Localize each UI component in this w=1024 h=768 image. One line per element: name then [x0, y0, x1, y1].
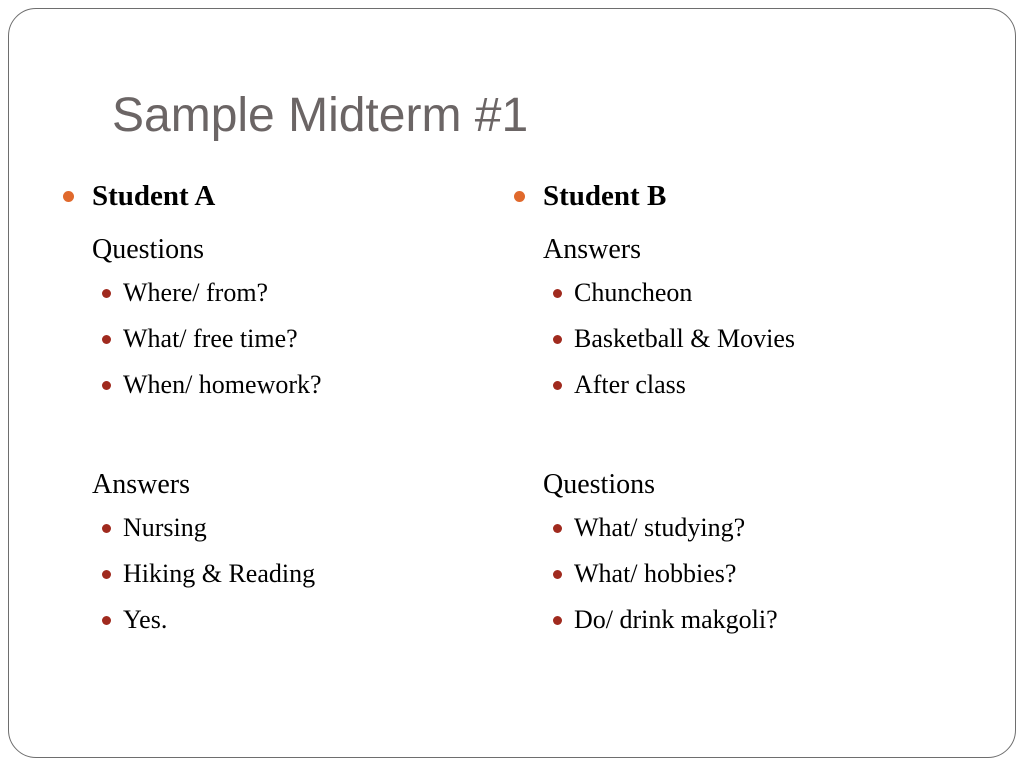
student-a-column — [60, 176, 480, 637]
heading-bullet-icon — [63, 191, 74, 202]
bullet-icon — [553, 524, 562, 533]
bullet-icon — [553, 335, 562, 344]
list-item-text: Where/ from? — [123, 278, 269, 307]
student-b-questions-label: Questions — [543, 469, 655, 500]
list-item-text: Hiking & Reading — [123, 559, 316, 588]
list-item-text: What/ free time? — [123, 324, 298, 353]
bullet-icon — [553, 381, 562, 390]
list-item-text: Nursing — [123, 513, 207, 542]
bullet-icon — [102, 570, 111, 579]
bullet-icon — [553, 570, 562, 579]
heading-bullet-icon — [514, 191, 525, 202]
student-a-heading-text: Student A — [92, 180, 216, 212]
list-item — [60, 322, 480, 356]
list-item — [511, 603, 961, 637]
student-a-questions-list — [60, 276, 480, 402]
student-b-questions-list — [511, 511, 961, 637]
student-a-answers-list — [60, 511, 480, 637]
bullet-icon — [102, 616, 111, 625]
list-item — [511, 557, 961, 591]
student-a-answers-label: Answers — [92, 469, 190, 500]
student-b-heading — [511, 176, 961, 216]
list-item-text: What/ hobbies? — [574, 559, 737, 588]
list-item — [511, 276, 961, 310]
list-item — [60, 368, 480, 402]
student-b-answers-label: Answers — [543, 234, 641, 265]
list-item-text: Basketball & Movies — [574, 324, 795, 353]
bullet-icon — [102, 524, 111, 533]
list-item — [60, 276, 480, 310]
bullet-icon — [102, 335, 111, 344]
student-a-heading — [60, 176, 480, 216]
list-item — [511, 511, 961, 545]
list-item-text: After class — [574, 370, 686, 399]
list-item-text: Yes. — [123, 605, 168, 634]
list-item — [60, 603, 480, 637]
student-b-column — [511, 176, 961, 637]
bullet-icon — [102, 381, 111, 390]
list-item-text: Chuncheon — [574, 278, 693, 307]
student-b-answers-list — [511, 276, 961, 402]
list-item — [60, 511, 480, 545]
list-item — [60, 557, 480, 591]
student-a-questions-label: Questions — [92, 234, 204, 265]
bullet-icon — [553, 289, 562, 298]
student-b-heading-text: Student B — [543, 180, 667, 212]
list-item-text: Do/ drink makgoli? — [574, 605, 778, 634]
list-item-text: When/ homework? — [123, 370, 322, 399]
list-item — [511, 368, 961, 402]
list-item — [511, 322, 961, 356]
bullet-icon — [102, 289, 111, 298]
bullet-icon — [553, 616, 562, 625]
slide-title: Sample Midterm #1 — [112, 89, 529, 142]
list-item-text: What/ studying? — [574, 513, 746, 542]
